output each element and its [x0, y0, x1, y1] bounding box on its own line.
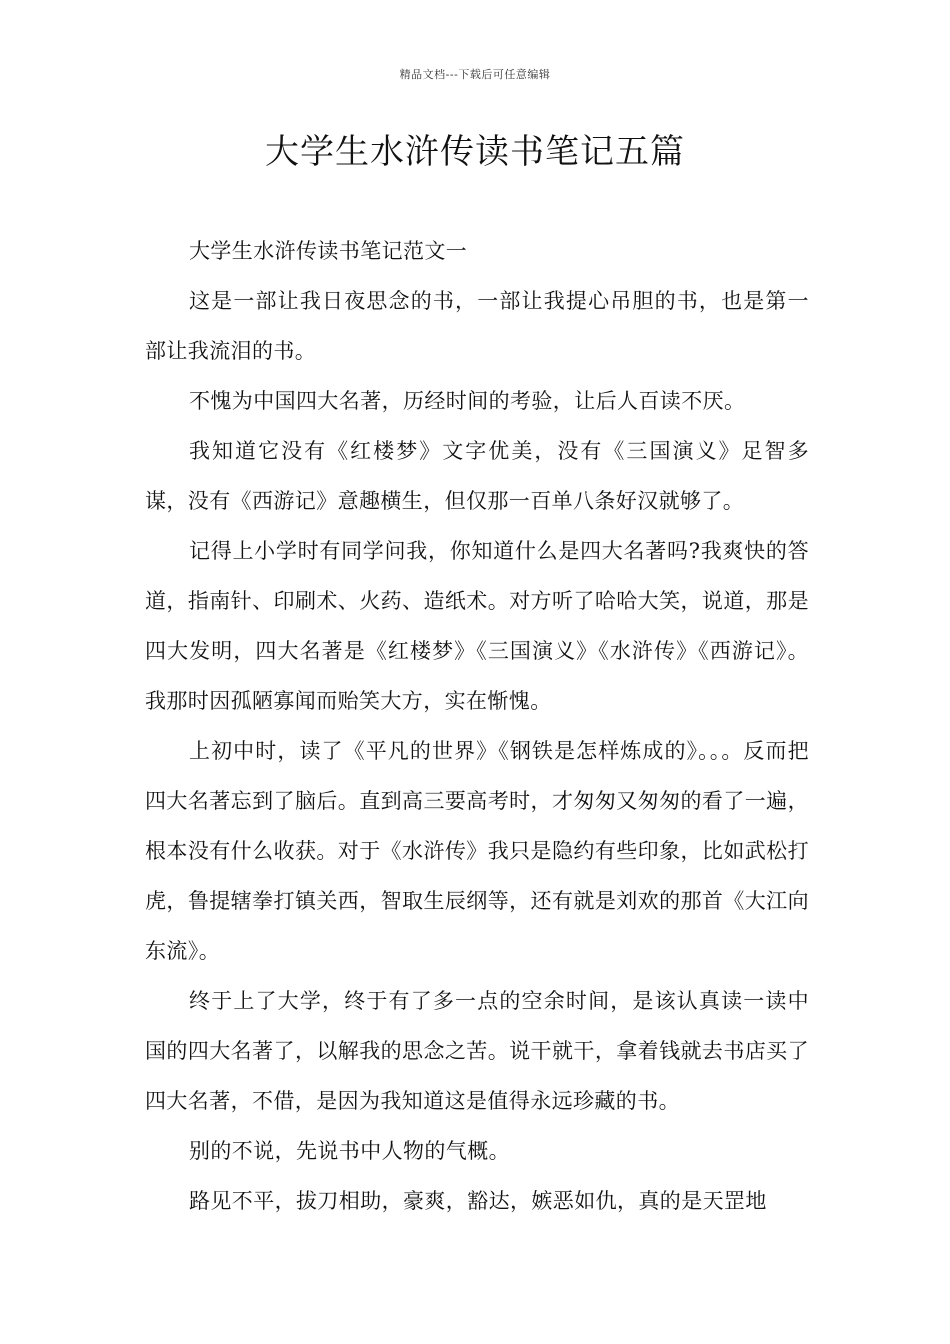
paragraph: 终于上了大学，终于有了多一点的空余时间，是该认真读一读中国的四大名著了，以解我的思念之苦。说干就干，拿着钱就去书店买了四大名著，不借，是因为我知道这是值得永远珍藏的书。	[145, 989, 809, 1113]
paragraph: 不愧为中国四大名著，历经时间的考验，让后人百读不厌。	[189, 389, 746, 413]
paragraph: 这是一部让我日夜思念的书，一部让我提心吊胆的书，也是第一部让我流泪的书。	[145, 289, 809, 363]
paragraph: 别的不说，先说书中人物的气概。	[189, 1139, 510, 1163]
header-note: 精品文档---下载后可任意编辑	[399, 68, 551, 81]
paragraph: 上初中时，读了《平凡的世界》《钢铁是怎样炼成的》。。。反而把四大名著忘到了脑后。直到高三要高考时，才匆匆又匆匆的看了一遍，根本没有什么收获。对于《水浒传》我只是隐约有些印象，比如武松打虎，鲁提辖拳打镇关西，智取生辰纲等，还有就是刘欢的那首《大江向东流》。	[145, 739, 809, 963]
document-body	[145, 226, 809, 1226]
paragraph: 记得上小学时有同学问我，你知道什么是四大名著吗?我爽快的答道，指南针、印刷术、火药、造纸术。对方听了哈哈大笑，说道，那是四大发明，四大名著是《红楼梦》《三国演义》《水浒传》《西游记》。我那时因孤陋寡闻而贻笑大方，实在惭愧。	[145, 539, 809, 713]
paragraph: 路见不平，拔刀相助，豪爽，豁达，嫉恶如仇，真的是天罡地	[189, 1189, 767, 1213]
document-title: 大学生水浒传读书笔记五篇	[265, 132, 685, 172]
paragraph: 我知道它没有《红楼梦》文字优美，没有《三国演义》足智多谋，没有《西游记》意趣横生，但仅那一百单八条好汉就够了。	[145, 439, 809, 513]
paragraph-subtitle: 大学生水浒传读书笔记范文一	[189, 239, 468, 263]
